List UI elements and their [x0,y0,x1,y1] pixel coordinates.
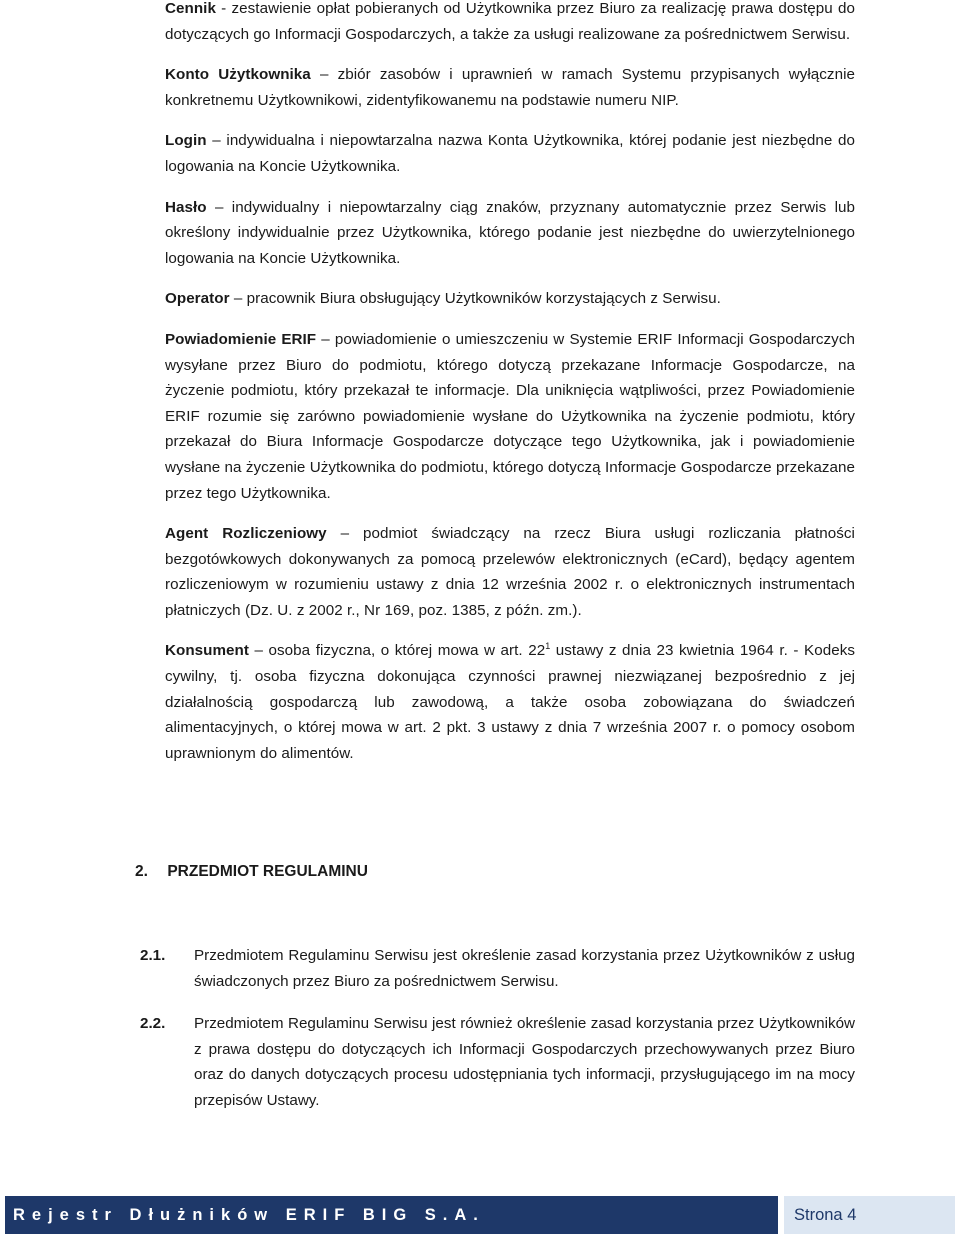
clause [140,943,855,994]
definition-text: indywidualny i niepowtarzalny ciąg znaków, przyznany automatycznie przez Serwis lub określony indywidualnie przez Użytkownika, którego podanie jest niezbędne do uwierzytelnionego logowania na Koncie Użytkownika. [165,198,855,267]
definition-text: powiadomienie o umieszczeniu w Systemie ERIF Informacji Gospodarczych wysyłane przez Biuro do podmiotu, którego dotyczą przekazane Informacje Gospodarcze, na życzenie podmiotu, który przekazał te informacje. Dla uniknięcia wątpliwości, przez Powiadomienie ERIF rozumie się zarówno powiadomienie wysłane do Użytkownika na życzenie podmiotu, który przekazał do Biura Informacje Gospodarcze dotyczące tego Użytkownika, jak i powiadomienie wysłane na życzenie Użytkownika do podmiotu, którego dotyczą Informacje Gospodarcze przekazane przez tego Użytkownika. [165,330,855,502]
clause-number: 2.1. [140,947,166,964]
section-title: PRZEDMIOT REGULAMINU [167,863,368,880]
clause-text: Przedmiotem Regulaminu Serwisu jest określenie zasad korzystania przez Użytkowników z usług świadczonych przez Biuro za pośrednictwem Serwisu. [194,947,855,990]
definition-powiadomienie-erif [165,327,855,506]
dash: – [319,66,329,84]
definition-operator [165,286,855,312]
definition-haslo [165,195,855,272]
dash: – [321,330,330,348]
section-number: 2. [135,863,148,880]
dash: – [340,525,350,543]
definition-konto-uzytkownika [165,62,855,113]
definition-text: indywidualna i niepowtarzalna nazwa Konta Użytkownika, której podanie jest niezbędne do logowania na Koncie Użytkownika. [165,132,855,175]
term: Konto Użytkownika [165,66,311,84]
term: Login [165,132,207,150]
definition-text: pracownik Biura obsługujący Użytkowników korzystających z Serwisu. [246,290,721,308]
definition-cennik [165,0,855,47]
definition-text: ustawy z dnia 23 kwietnia 1964 r. - Kodeks cywilny, tj. osoba fizyczna dokonująca czynności prawnej niezwiązanej bezpośrednio z jej działalnością gospodarczą lub zawodową, a także osoba zobowiązana do świadczeń alimentacyjnych, o której mowa w art. 2 pkt. 3 ustawy z dnia 7 września 2007 r. o pomocy osobom uprawnionym do alimentów. [165,642,855,762]
page-number: Strona 4 [784,1196,955,1234]
page-footer [5,1196,955,1234]
term: Cennik [165,0,216,17]
term: Operator [165,290,230,308]
footer-title: Rejestr Dłużników ERIF BIG S.A. [5,1196,778,1234]
term: Hasło [165,198,207,216]
definition-text: zestawienie opłat pobieranych od Użytkownika przez Biuro za realizację prawa dostępu do dotyczących go Informacji Gospodarczych, a także za usługi realizowane za pośrednictwem Serwisu. [165,0,856,43]
dash: – [212,132,221,150]
dash: – [254,642,264,660]
definition-text: podmiot świadczący na rzecz Biura usługi rozliczania płatności bezgotówkowych dokonywanych za pomocą przelewów elektronicznych (eCard), będący agentem rozliczeniowym w rozumieniu ustawy z dnia 12 września 2002 r. o elektronicznych instrumentach płatniczych (Dz. U. z 2002 r., Nr 169, poz. 1385, z późn. zm.). [165,525,855,619]
dash: - [221,0,227,17]
clause [140,1011,855,1113]
clause-number: 2.2. [140,1015,166,1032]
superscript: 1 [545,641,551,652]
definition-agent-rozliczeniowy [165,521,855,623]
definition-text: zbiór zasobów i uprawnień w ramach Systemu przypisanych wyłącznie konkretnemu Użytkownikowi, zidentyfikowanemu na podstawie numeru NIP. [165,66,855,109]
definition-text: osoba fizyczna, o której mowa w art. 22 [268,642,546,660]
dash: – [233,290,243,308]
term: Konsument [165,642,249,660]
definitions-list [165,0,855,781]
term: Agent Rozliczeniowy [165,525,327,543]
clause-text: Przedmiotem Regulaminu Serwisu jest również określenie zasad korzystania przez Użytkowników z prawa dostępu do dotyczących ich Informacji Gospodarczych przechowywanych przez Biuro oraz do danych dotyczących procesu udostępniania tych informacji, przysługującego im na mocy przepisów Ustawy. [194,1015,855,1109]
section-heading [135,860,368,884]
dash: – [214,198,224,216]
definition-konsument [165,638,855,766]
term: Powiadomienie ERIF [165,330,317,348]
definition-login [165,128,855,179]
